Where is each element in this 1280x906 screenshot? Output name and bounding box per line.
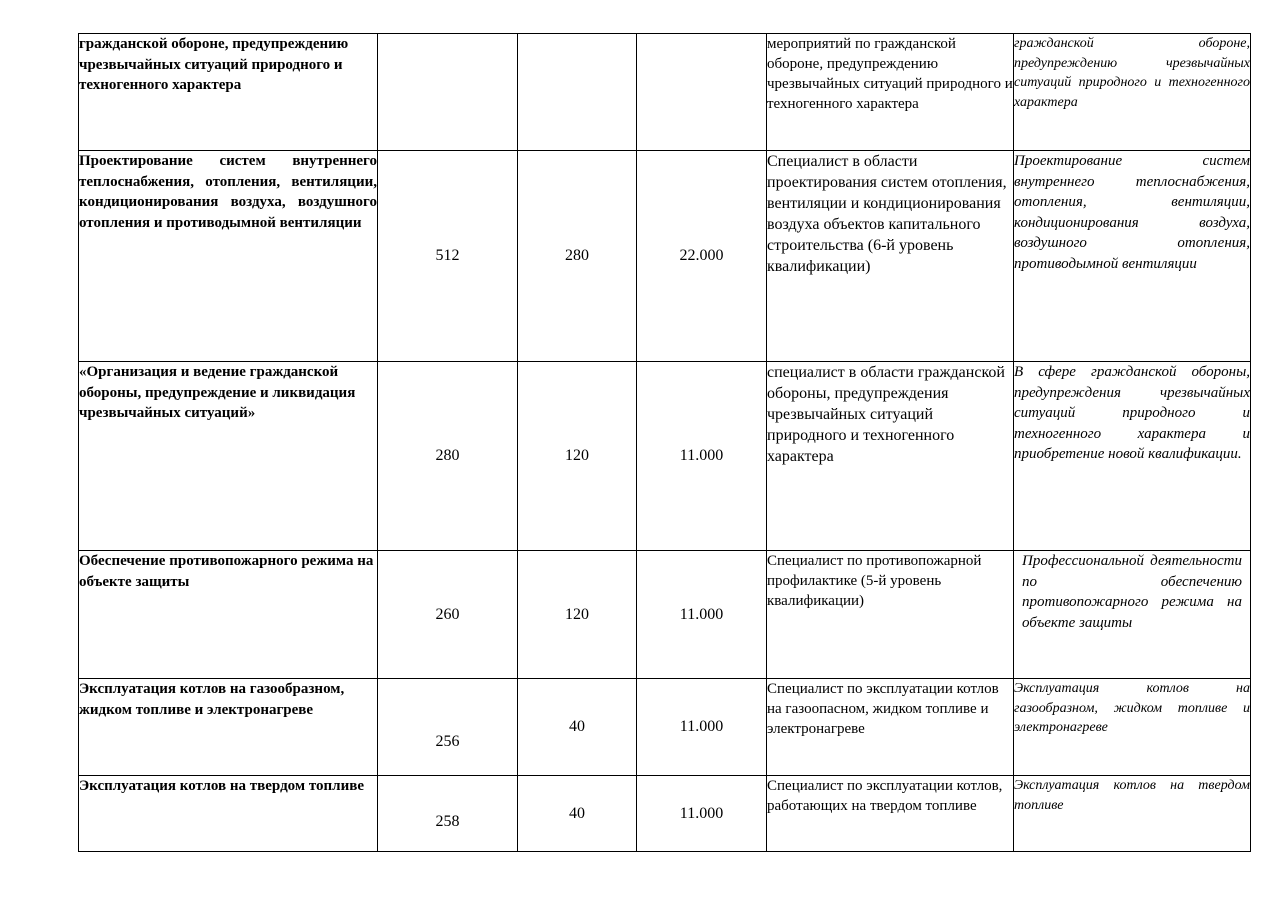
hours2-cell: 280 [518,151,637,362]
price-cell: 11.000 [637,362,767,551]
hours2-cell: 40 [518,776,637,852]
table-row [79,551,1251,679]
hours-cell: 260 [378,551,518,679]
program-name-cell: «Организация и ведение гражданской обороны, предупреждение и ликвидация чрезвычайных ситуаций» [79,362,378,551]
table-row [79,34,1251,151]
program-name-cell: Эксплуатация котлов на газообразном, жидком топливе и электронагреве [79,679,378,776]
hours-cell: 512 [378,151,518,362]
program-name-cell: гражданской обороне, предупреждению чрезвычайных ситуаций природного и техногенного характера [79,34,378,151]
hours-cell [378,34,518,151]
hours2-cell [518,34,637,151]
price-cell: 11.000 [637,551,767,679]
activity-area-cell: В сфере гражданской обороны, предупреждения чрезвычайных ситуаций природного и техногенного характера и приобретение новой квалификации. [1014,362,1251,551]
hours-cell: 280 [378,362,518,551]
activity-area-cell: Профессиональной деятельности по обеспечению противопожарного режима на объекте защиты [1014,551,1251,679]
hours-cell: 258 [378,776,518,852]
price-cell: 11.000 [637,776,767,852]
hours2-cell: 120 [518,362,637,551]
qualification-cell: Специалист в области проектирования систем отопления, вентиляции и кондиционирования воздуха объектов капитального строительства (6-й уровень квалификации) [767,151,1014,362]
qualification-cell: мероприятий по гражданской обороне, предупреждению чрезвычайных ситуаций природного и техногенного характера [767,34,1014,151]
price-cell: 11.000 [637,679,767,776]
activity-area-cell: гражданской обороне, предупреждению чрезвычайных ситуаций природного и техногенного характера [1014,34,1251,151]
hours2-cell: 120 [518,551,637,679]
hours2-cell: 40 [518,679,637,776]
qualification-cell: Специалист по эксплуатации котлов на газоопасном, жидком топливе и электронагреве [767,679,1014,776]
qualification-cell: Специалист по противопожарной профилактике (5-й уровень квалификации) [767,551,1014,679]
table-row [79,679,1251,776]
program-name-cell: Обеспечение противопожарного режима на объекте защиты [79,551,378,679]
activity-area-cell: Эксплуатация котлов на твердом топливе [1014,776,1251,852]
qualification-cell: Специалист по эксплуатации котлов, работающих на твердом топливе [767,776,1014,852]
qualification-cell: специалист в области гражданской обороны, предупреждения чрезвычайных ситуаций природного и техногенного характера [767,362,1014,551]
activity-area-cell: Проектирование систем внутреннего теплоснабжения, отопления, вентиляции, кондиционирования воздуха, воздушного отопления, противодымной вентиляции [1014,151,1251,362]
price-cell [637,34,767,151]
hours-cell: 256 [378,679,518,776]
table-row [79,362,1251,551]
programs-table [78,33,1251,852]
table-row [79,151,1251,362]
price-cell: 22.000 [637,151,767,362]
table-row [79,776,1251,852]
program-name-cell: Эксплуатация котлов на твердом топливе [79,776,378,852]
program-name-cell: Проектирование систем внутреннего теплоснабжения, отопления, вентиляции, кондиционирования воздуха, воздушного отопления и противодымной вентиляции [79,151,378,362]
activity-area-cell: Эксплуатация котлов на газообразном, жидком топливе и электронагреве [1014,679,1251,776]
